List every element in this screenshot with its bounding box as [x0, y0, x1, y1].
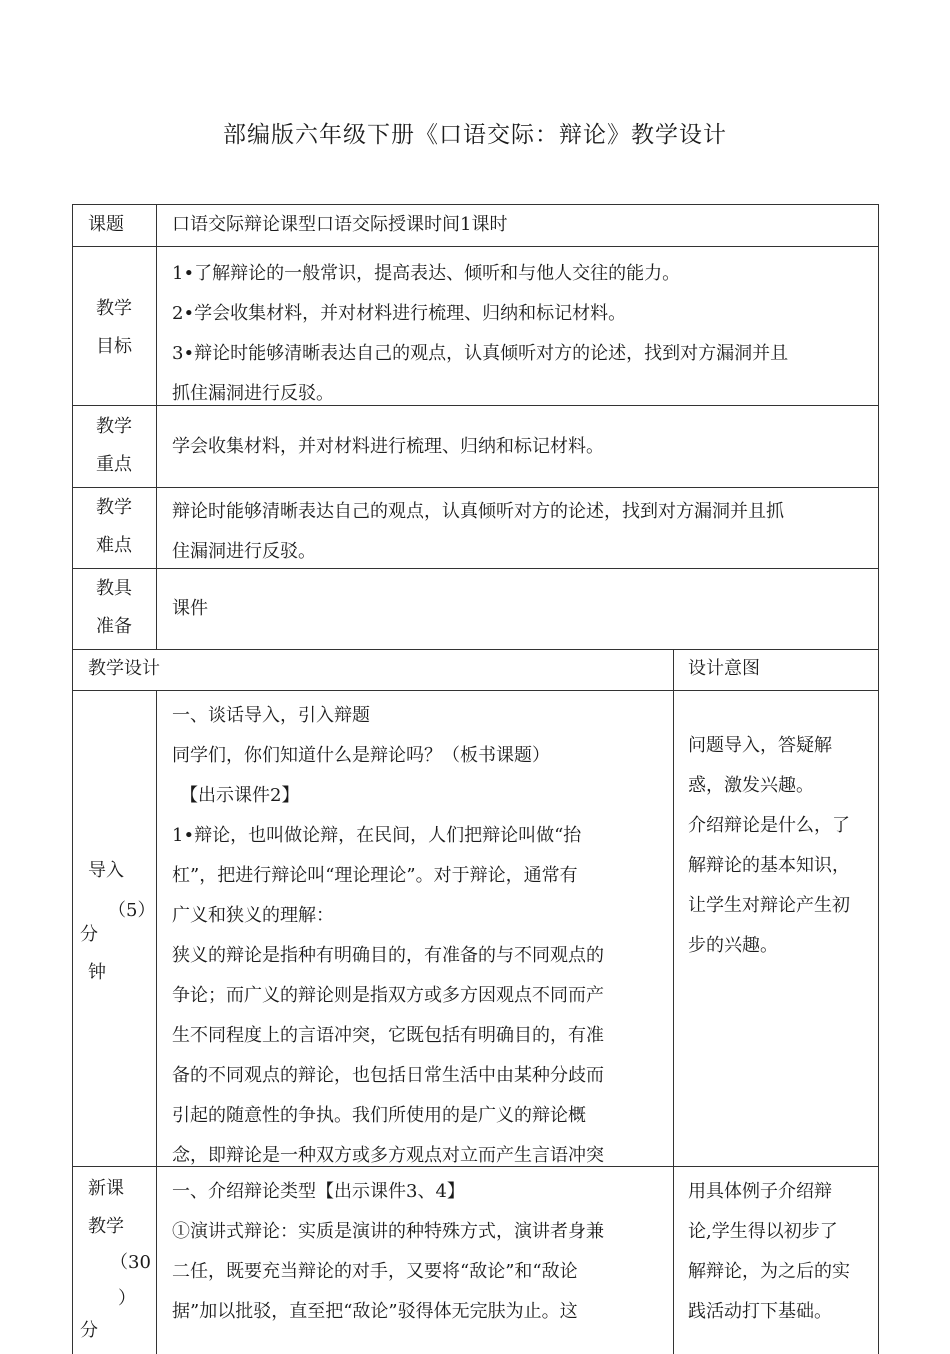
- new-lesson-intent: 用具体例子介绍辩 论,学生得以初步了 解辩论，为之后的实 践活动打下基础。: [688, 1181, 850, 1322]
- table-rule: [673, 649, 674, 1354]
- table-rule: [72, 690, 878, 691]
- intro-label-3: 分: [80, 924, 98, 945]
- table-rule: [72, 204, 73, 1354]
- table-rule: [878, 204, 879, 1354]
- key-points-value: 学会收集材料，并对材料进行梳理、归纳和标记材料。: [172, 436, 604, 457]
- tools-value: 课件: [172, 598, 208, 619]
- new-lesson-label-5: 分: [80, 1320, 98, 1341]
- table-rule: [72, 204, 878, 205]
- difficulties-label: 教学 难点: [96, 497, 132, 556]
- tools-label: 教具 准备: [96, 578, 132, 637]
- new-lesson-content: 一、介绍辩论类型【出示课件3、4】 ①演讲式辩论：实质是演讲的种特殊方式，演讲者身兼 二任，既要充当辩论的对手，又要将“敌论”和“敌论 据”加以批驳，直至把“敌论”驳得体无完肤为止。这: [172, 1181, 604, 1322]
- intro-label-4: 钟: [88, 962, 106, 983]
- objective-line: 3•辩论时能够清晰表达自己的观点，认真倾听对方的论述，找到对方漏洞并且: [172, 343, 789, 364]
- objectives-list: [172, 254, 788, 414]
- objective-line: 1•了解辩论的一般常识，提高表达、倾听和与他人交往的能力。: [172, 263, 681, 284]
- topic-value: 口语交际辩论课型口语交际授课时间1课时: [172, 214, 508, 235]
- difficulties-value: 辩论时能够清晰表达自己的观点，认真倾听对方的论述，找到对方漏洞并且抓 住漏洞进行反驳。: [172, 501, 784, 562]
- table-rule: [72, 246, 878, 247]
- intro-content: 一、谈话导入，引入辩题 同学们，你们知道什么是辩论吗？（板书课题） 【出示课件2】 1•辩论，也叫做论辩，在民间，人们把辩论叫做“抬 杠”，把进行辩论叫“理论理论”。对于辩论，通常有 广义和狭义的理解： 狭义的辩论是指种有明确目的，有准备的与不同观点的 争论；而广义的辩论则是指双方或多方因观点不同而产 生不同程度上的言语冲突，它既包括有明确目的，有准 备的不同观点的辩论，也包括日常生活中由某种分歧而 引起的随意性的争执。我们所使用的是广义的辩论概 念，即辩论是一种双方或多方观点对立而产生言语冲突: [172, 705, 604, 1166]
- table-rule: [156, 204, 157, 649]
- topic-label: 课题: [88, 214, 124, 235]
- objective-line: 抓住漏洞进行反驳。: [172, 383, 334, 404]
- lesson-plan-table: [72, 204, 878, 1354]
- objective-line: 2•学会收集材料，并对材料进行梳理、归纳和标记材料。: [172, 303, 627, 324]
- table-rule: [72, 487, 878, 488]
- new-lesson-label-4: ）: [118, 1288, 136, 1309]
- new-lesson-label-1: 新课: [88, 1178, 124, 1199]
- intro-intent: 问题导入，答疑解 惑，激发兴趣。 介绍辩论是什么，了 解辩论的基本知识， 让学生对辩论产生初 步的兴趣。: [688, 735, 850, 956]
- intro-label-2: （5）: [108, 900, 156, 921]
- document-title: 部编版六年级下册《口语交际：辩论》教学设计: [223, 122, 727, 148]
- new-lesson-label-3: （30: [110, 1252, 151, 1273]
- design-header: 教学设计: [88, 658, 160, 679]
- key-points-label: 教学 重点: [96, 416, 132, 475]
- table-rule: [156, 690, 157, 1354]
- intro-label-1: 导入: [88, 860, 124, 881]
- intent-header: 设计意图: [688, 658, 760, 679]
- new-lesson-label-2: 教学: [88, 1216, 124, 1237]
- objectives-label: 教学 目标: [96, 298, 132, 357]
